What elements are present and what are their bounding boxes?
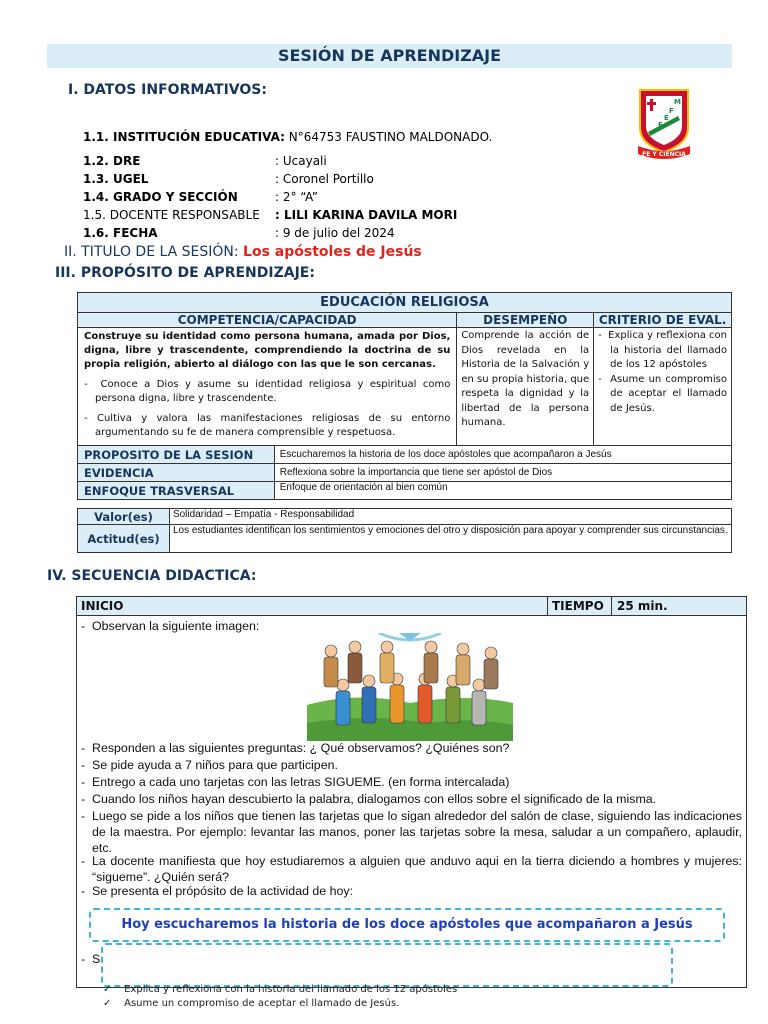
col-desempeno: DESEMPEÑO <box>457 313 594 328</box>
check-item-1: ✓ Explica y reflexiona con la historia del llamado de los 12 apóstoles <box>103 984 458 995</box>
school-logo <box>638 88 690 160</box>
info-grado <box>83 190 318 204</box>
valores-label: Valor(es) <box>78 509 170 525</box>
proposito-value: Escucharemos la historia de los doce apóstoles que acompañaron a Jesús <box>274 446 731 464</box>
info-dre <box>83 154 327 168</box>
secuencia-table: INICIO TIEMPO 25 min. - Observan la siguiente imagen: - Responden a las siguientes preguntas: ¿ Qué observamos? ¿Quiénes son? - Se pide ayuda a 7 niños para que participen. - Entrego a cada uno tarjetas con las letras SIGUEME. (en forma intercalada) - Cuando los niños hayan descubierto la palabra, dialogamos con ellos sobre el significado de la misma. - Luego se pide a los niños que tienen las tarjetas que lo sigan alrededor del salón de clase, siguiendo las indicaciones de la maestra. Por ejemplo: levantar las manos, poner las tarjetas sobre la mesa, saludar a un compañero, aplaudir, etc. - La docente manifiesta que hoy estudiaremos a alguien que anduvo aqui en la tierra diciendo a hombres y mujeres: “sigueme”. ¿Quién será? - Se presenta el própósito de la actividad de hoy: - S <box>76 596 747 988</box>
checkmark-icon: ✓ <box>103 984 112 995</box>
dre-label: 1.2. DRE <box>83 154 141 168</box>
secuencia-header <box>77 597 746 616</box>
checkmark-icon: ✓ <box>103 998 112 1009</box>
actitud-label: Actitud(es) <box>78 525 170 553</box>
inicio-label: INICIO <box>81 599 124 613</box>
section-secuencia: IV. SECUENCIA DIDACTICA: <box>47 568 257 584</box>
ugel-value: : Coronel Portillo <box>275 172 374 186</box>
minutos-value: 25 min. <box>617 599 668 613</box>
fecha-value: : 9 de julio del 2024 <box>275 226 395 240</box>
competencia-text: Construye su identidad como persona humana, amada por Dios, digna, libre y trascendente, comprendiendo la doctrina de su propia religión, abierto al diálogo con las que le son cercanas. <box>84 331 451 370</box>
desempeno-cell: Comprende la acción de Dios revelada en la Historia de la Salvación y en su propia historia, que respeta la dignidad y la libertad de la persona humana. <box>457 328 594 446</box>
empty-dashed-box <box>101 943 673 987</box>
col-competencia: COMPETENCIA/CAPACIDAD <box>78 313 457 328</box>
svg-text:E: E <box>658 121 663 129</box>
svg-text:I: I <box>652 128 655 136</box>
section-titulo-sesion <box>64 244 422 260</box>
apostles-illustration <box>307 633 513 741</box>
area-title: EDUCACIÓN RELIGIOSA <box>78 293 732 313</box>
purpose-box: Hoy escucharemos la historia de los doce apóstoles que acompañaron a Jesús <box>89 908 725 942</box>
info-fecha <box>83 226 395 240</box>
criterio-1: - Explica y reflexiona con la historia del llamado de los 12 apóstoles <box>598 330 728 370</box>
valores-value: Solidaridad – Empatía - Responsabilidad <box>169 509 731 525</box>
section-proposito: III. PROPÓSITO DE APRENDIZAJE: <box>55 265 315 281</box>
info-ugel <box>83 172 374 186</box>
titulo-value: Los apóstoles de Jesús <box>243 244 422 260</box>
info-docente <box>83 208 457 222</box>
proposito-label: PROPOSITO DE LA SESION <box>78 446 275 464</box>
competencia-cell <box>78 328 457 446</box>
svg-text:FE Y CIENCIA: FE Y CIENCIA <box>642 151 686 158</box>
grado-label: 1.4. GRADO Y SECCIÓN <box>83 190 238 204</box>
evidencia-value: Reflexiona sobre la importancia que tiene ser apóstol de Dios <box>274 464 731 482</box>
actitud-value: Los estudiantes identifican los sentimientos y emociones del otro y disposición para apoyar y comprender sus circunstancias. <box>169 525 731 553</box>
criterio-2: - Asume un compromiso de aceptar el llamado de Jesús. <box>598 373 727 414</box>
docente-label: 1.5. DOCENTE RESPONSABLE <box>83 208 260 222</box>
enfoque-label: ENFOQUE TRASVERSAL <box>78 482 275 500</box>
svg-text:F: F <box>669 107 674 115</box>
titulo-label: II. TITULO DE LA SESIÓN: <box>64 244 239 260</box>
fecha-label: 1.6. FECHA <box>83 226 158 240</box>
institucion-label: 1.1. INSTITUCIÓN EDUCATIVA: <box>83 130 285 144</box>
enfoque-value: Enfoque de orientación al bien común <box>274 482 731 500</box>
criterio-cell <box>594 328 732 446</box>
page-title: SESIÓN DE APRENDIZAJE <box>47 44 732 68</box>
institucion-value: N°64753 FAUSTINO MALDONADO. <box>288 130 493 144</box>
col-criterio: CRITERIO DE EVAL. <box>594 313 732 328</box>
competencias-table <box>77 292 732 500</box>
evidencia-label: EVIDENCIA <box>78 464 275 482</box>
valores-table <box>77 508 732 553</box>
check-item-2: ✓ Asume un compromiso de aceptar el llamado de Jesús. <box>103 998 400 1009</box>
svg-text:M: M <box>674 98 681 106</box>
docente-value: : LILI KARINA DAVILA MORI <box>275 208 458 222</box>
dre-value: : Ucayali <box>275 154 327 168</box>
svg-text:E: E <box>664 114 669 122</box>
section-datos-informativos: I. DATOS INFORMATIVOS: <box>68 82 267 98</box>
capacidad-1: - Conoce a Dios y asume su identidad religiosa y espiritual como persona digna, libre y trascendente. <box>84 379 451 404</box>
ugel-label: 1.3. UGEL <box>83 172 149 186</box>
grado-value: : 2° “A” <box>275 190 318 204</box>
capacidad-2: - Cultiva y valora las manifestaciones religiosas de su entorno argumentando su fe de manera comprensible y respetuosa. <box>84 413 451 438</box>
info-institucion <box>83 130 492 144</box>
tiempo-label: TIEMPO <box>552 599 604 613</box>
